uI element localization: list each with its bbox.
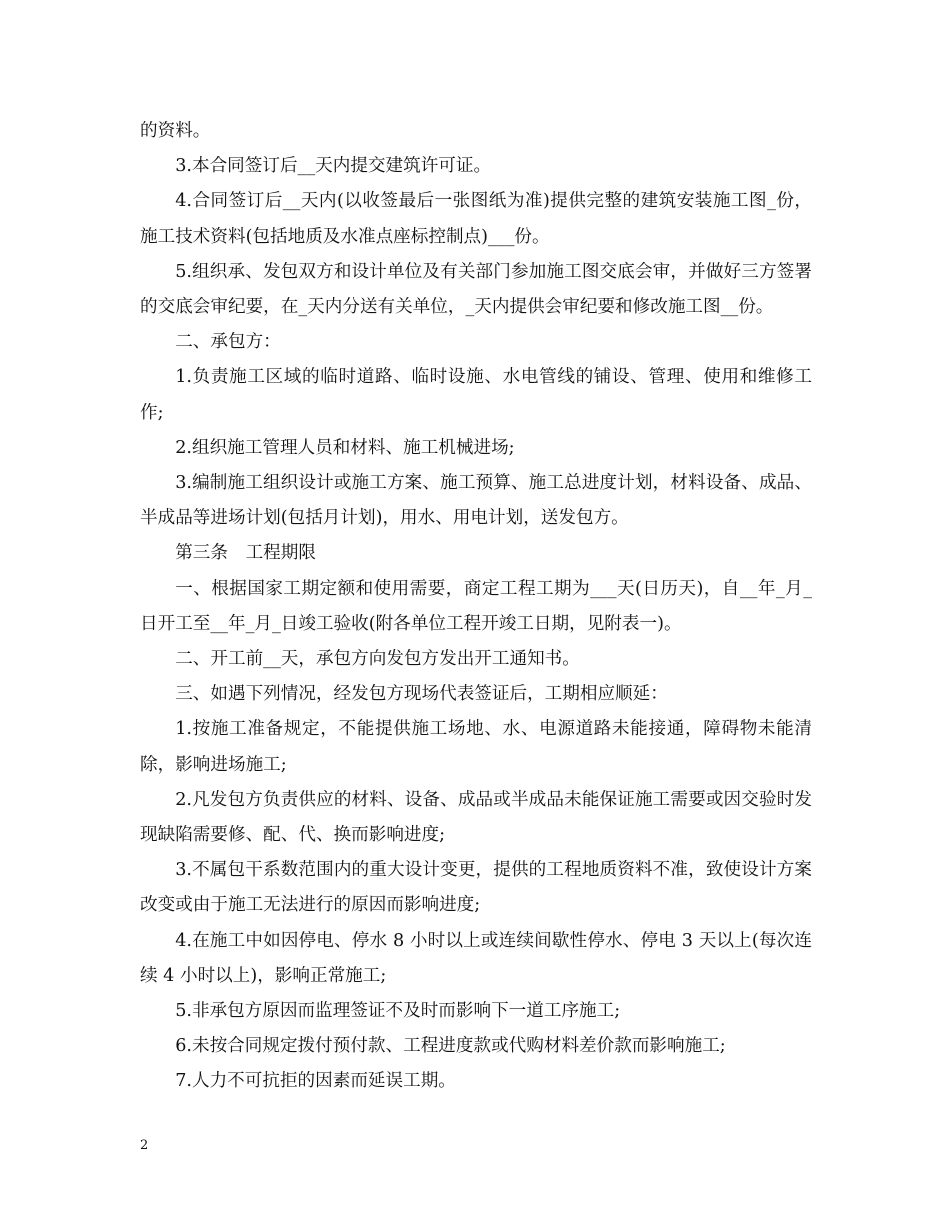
list-item: 7.人力不可抗拒的因素而延误工期。 [175, 1071, 456, 1092]
paragraph: 3.编制施工组织设计或施工方案、施工预算、施工总进度计划，材料设备、成品、半成品等进场计划(包括月计划)，用水、用电计划，送发包方。 [140, 473, 812, 529]
list-item: 4.在施工中如因停电、停水 8 小时以上或连续间歇性停水、停电 3 天以上(每次连续 4 小时以上)，影响正常施工; [140, 930, 812, 986]
list-item: 3.不属包干系数范围内的重大设计变更，提供的工程地质资料不准，致使设计方案改变或由于施工无法进行的原因而影响进度; [140, 860, 812, 916]
document-body [140, 114, 812, 1100]
article-heading: 第三条 工程期限 [175, 543, 316, 564]
paragraph: 一、根据国家工期定额和使用需要，商定工程工期为___天(日历天)，自__年_月_日开工至__年_月_日竣工验收(附各单位工程开竣工日期，见附表一)。 [140, 578, 812, 634]
page-number: 2 [140, 1138, 149, 1153]
paragraph: 4.合同签订后__天内(以收签最后一张图纸为准)提供完整的建筑安装施工图_份，施工技术资料(包括地质及水准点座标控制点)___份。 [140, 191, 812, 247]
paragraph: 1.负责施工区域的临时道路、临时设施、水电管线的铺设、管理、使用和维修工作; [140, 367, 812, 423]
list-item: 6.未按合同规定拨付预付款、工程进度款或代购材料差价款而影响施工; [175, 1036, 726, 1057]
list-item: 2.凡发包方负责供应的材料、设备、成品或半成品未能保证施工需要或因交验时发现缺陷需要修、配、代、换而影响进度; [140, 789, 812, 846]
list-item: 1.按施工准备规定，不能提供施工场地、水、电源道路未能接通，障碍物未能清除，影响进场施工; [140, 719, 812, 775]
paragraph: 3.本合同签订后__天内提交建筑许可证。 [175, 156, 492, 177]
paragraph: 三、如遇下列情况，经发包方现场代表签证后，工期相应顺延： [175, 684, 668, 705]
section-heading: 二、承包方： [175, 332, 281, 353]
paragraph: 的资料。 [140, 121, 211, 141]
paragraph: 5.组织承、发包双方和设计单位及有关部门参加施工图交底会审，并做好三方签署的交底会审纪要，在_天内分送有关单位，_天内提供会审纪要和修改施工图__份。 [140, 261, 812, 318]
list-item: 5.非承包方原因而监理签证不及时而影响下一道工序施工; [175, 1001, 621, 1022]
paragraph: 2.组织施工管理人员和材料、施工机械进场; [175, 437, 515, 458]
paragraph: 二、开工前__天，承包方向发包方发出开工通知书。 [175, 649, 580, 670]
